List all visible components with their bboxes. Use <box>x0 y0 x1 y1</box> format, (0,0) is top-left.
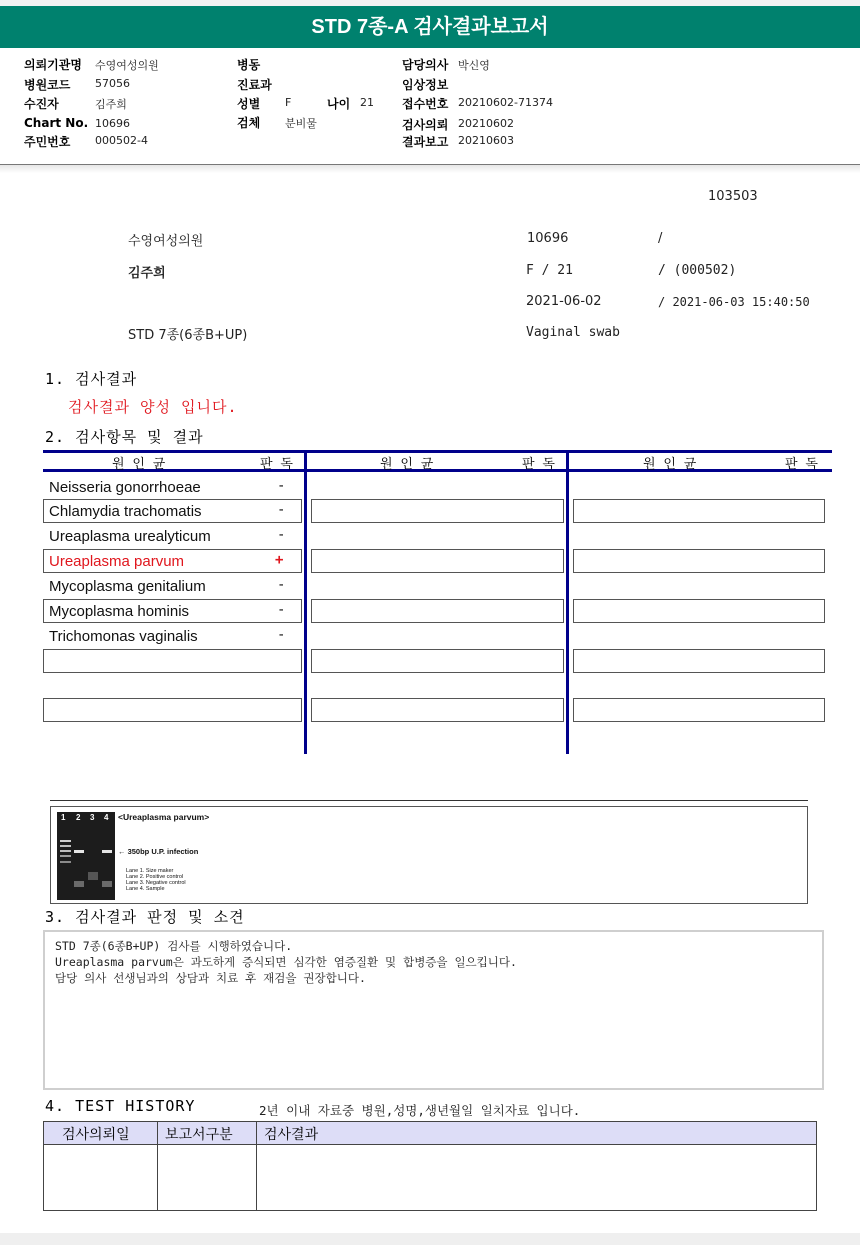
history-col-divider-2 <box>256 1121 257 1211</box>
value-report-date: 20210603 <box>458 134 514 147</box>
report-slash: / <box>658 231 663 246</box>
bottom-strip <box>0 1233 860 1245</box>
organism-name: Chlamydia trachomatis <box>49 503 202 520</box>
gel-legend-3: Lane 3. Negative control <box>126 880 186 886</box>
section2-title: 2. 검사항목 및 결과 <box>45 428 204 446</box>
value-sex: F <box>285 96 292 109</box>
row-box <box>573 499 825 523</box>
gel-bands <box>57 812 115 900</box>
value-doctor: 박신영 <box>458 59 490 72</box>
value-clinic: 수영여성의원 <box>95 59 159 72</box>
organism-name: Ureaplasma urealyticum <box>49 528 211 545</box>
organism-result: - <box>277 602 286 618</box>
report-patient: 김주희 <box>128 266 166 281</box>
history-header <box>43 1121 817 1145</box>
history-col-divider-1 <box>157 1121 158 1211</box>
gel-legend-1: Lane 1. Size maker <box>126 868 174 874</box>
report-code: 103503 <box>708 189 758 204</box>
row-box <box>311 599 564 623</box>
col3-organism-header: 원 인 균 <box>643 457 697 472</box>
value-resident-no: 000502-4 <box>95 134 148 147</box>
label-specimen: 검체 <box>237 116 261 130</box>
row-box <box>311 499 564 523</box>
report-chart-no: 10696 <box>527 231 569 246</box>
gel-lane-1: 1 <box>61 813 66 822</box>
organism-name: Trichomonas vaginalis <box>49 628 198 645</box>
col1-result-header: 판 독 <box>260 457 293 472</box>
organism-result: - <box>277 627 286 643</box>
report-test-name: STD 7종(6종B+UP) <box>128 328 248 343</box>
label-chart-no: Chart No. <box>24 116 89 130</box>
comment-line-3: 담당 의사 선생님과의 상담과 치료 후 재검을 권장합니다. <box>55 971 366 985</box>
comment-line-1: STD 7종(6종B+UP) 검사를 시행하였습니다. <box>55 939 293 953</box>
row-box <box>573 698 825 722</box>
column-divider-2 <box>566 450 569 754</box>
label-department: 진료과 <box>237 78 272 92</box>
history-col-request-date: 검사의뢰일 <box>62 1127 130 1143</box>
column-divider-1 <box>304 450 307 754</box>
row-box <box>311 549 564 573</box>
row-box <box>311 649 564 673</box>
col3-result-header: 판 독 <box>785 457 818 472</box>
header-shadow <box>0 165 860 173</box>
gel-band-label: ← 350bp U.P. infection <box>118 847 199 856</box>
gel-image <box>57 812 115 900</box>
row-box <box>573 549 825 573</box>
report-specimen: Vaginal swab <box>526 325 620 340</box>
value-specimen: 분비물 <box>285 117 317 130</box>
label-sex: 성별 <box>237 97 261 111</box>
organism-result: + <box>275 552 284 568</box>
label-age: 나이 <box>327 97 351 111</box>
label-doctor: 담당의사 <box>402 58 449 72</box>
report-title: STD 7종-A 검사결과보고서 <box>0 6 860 48</box>
section4-title: 4. TEST HISTORY <box>45 1097 196 1115</box>
gel-lane-2: 2 <box>76 813 81 822</box>
history-note: 2년 이내 자료중 병원,성명,생년월일 일치자료 입니다. <box>259 1103 581 1118</box>
history-body <box>43 1144 817 1211</box>
organism-name: Mycoplasma hominis <box>49 603 190 620</box>
section3-title: 3. 검사결과 판정 및 소견 <box>45 908 245 926</box>
gel-lane-3: 3 <box>90 813 95 822</box>
row-box <box>43 698 302 722</box>
report-hospital: 수영여성의원 <box>128 234 204 249</box>
label-report-date: 결과보고 <box>402 135 449 149</box>
section1-title: 1. 검사결과 <box>45 370 138 388</box>
positive-message: 검사결과 양성 입니다. <box>68 398 238 416</box>
report-id: / (000502) <box>658 263 737 278</box>
report-request-date: 2021-06-02 <box>526 294 602 309</box>
organism-result: - <box>277 527 286 543</box>
gel-lane-4: 4 <box>104 813 109 822</box>
label-clinical-info: 임상정보 <box>402 78 449 92</box>
row-box <box>311 698 564 722</box>
label-clinic: 의뢰기관명 <box>24 58 82 72</box>
history-col-report-type: 보고서구분 <box>165 1127 233 1143</box>
label-request-date: 검사의뢰 <box>402 118 449 132</box>
gel-top-rule <box>50 800 808 801</box>
organism-name: Ureaplasma parvum <box>49 553 185 570</box>
value-request-date: 20210602 <box>458 117 514 130</box>
organism-name: Neisseria gonorrhoeae <box>49 479 201 496</box>
gel-legend-4: Lane 4. Sample <box>126 886 165 892</box>
report-sex-age: F / 21 <box>526 263 573 278</box>
organism-result: - <box>277 577 286 593</box>
organism-result: - <box>277 478 286 494</box>
label-resident-no: 주민번호 <box>24 135 71 149</box>
col2-result-header: 판 독 <box>522 457 555 472</box>
history-col-result: 검사결과 <box>264 1127 319 1143</box>
label-patient: 수진자 <box>24 97 59 111</box>
row-box <box>43 649 302 673</box>
value-hospital-code: 57056 <box>95 77 130 90</box>
gel-legend-2: Lane 2. Positive control <box>126 874 184 880</box>
label-hospital-code: 병원코드 <box>24 78 71 92</box>
report-report-date: / 2021-06-03 15:40:50 <box>658 295 810 309</box>
organism-result: - <box>277 502 286 518</box>
value-receipt-no: 20210602-71374 <box>458 96 553 109</box>
col2-organism-header: 원 인 균 <box>380 457 434 472</box>
value-patient: 김주희 <box>95 98 127 111</box>
comment-line-2: Ureaplasma parvum은 과도하게 증식되면 심각한 염증질환 및 합병증을 일으킵니다. <box>55 955 517 969</box>
label-receipt-no: 접수번호 <box>402 97 449 111</box>
value-age: 21 <box>360 96 374 109</box>
value-chart-no: 10696 <box>95 117 130 130</box>
label-ward: 병동 <box>237 58 261 72</box>
organism-name: Mycoplasma genitalium <box>49 578 206 595</box>
gel-title: <Ureaplasma parvum> <box>118 812 210 822</box>
row-box <box>573 649 825 673</box>
col1-organism-header: 원 인 균 <box>112 457 166 472</box>
row-box <box>573 599 825 623</box>
